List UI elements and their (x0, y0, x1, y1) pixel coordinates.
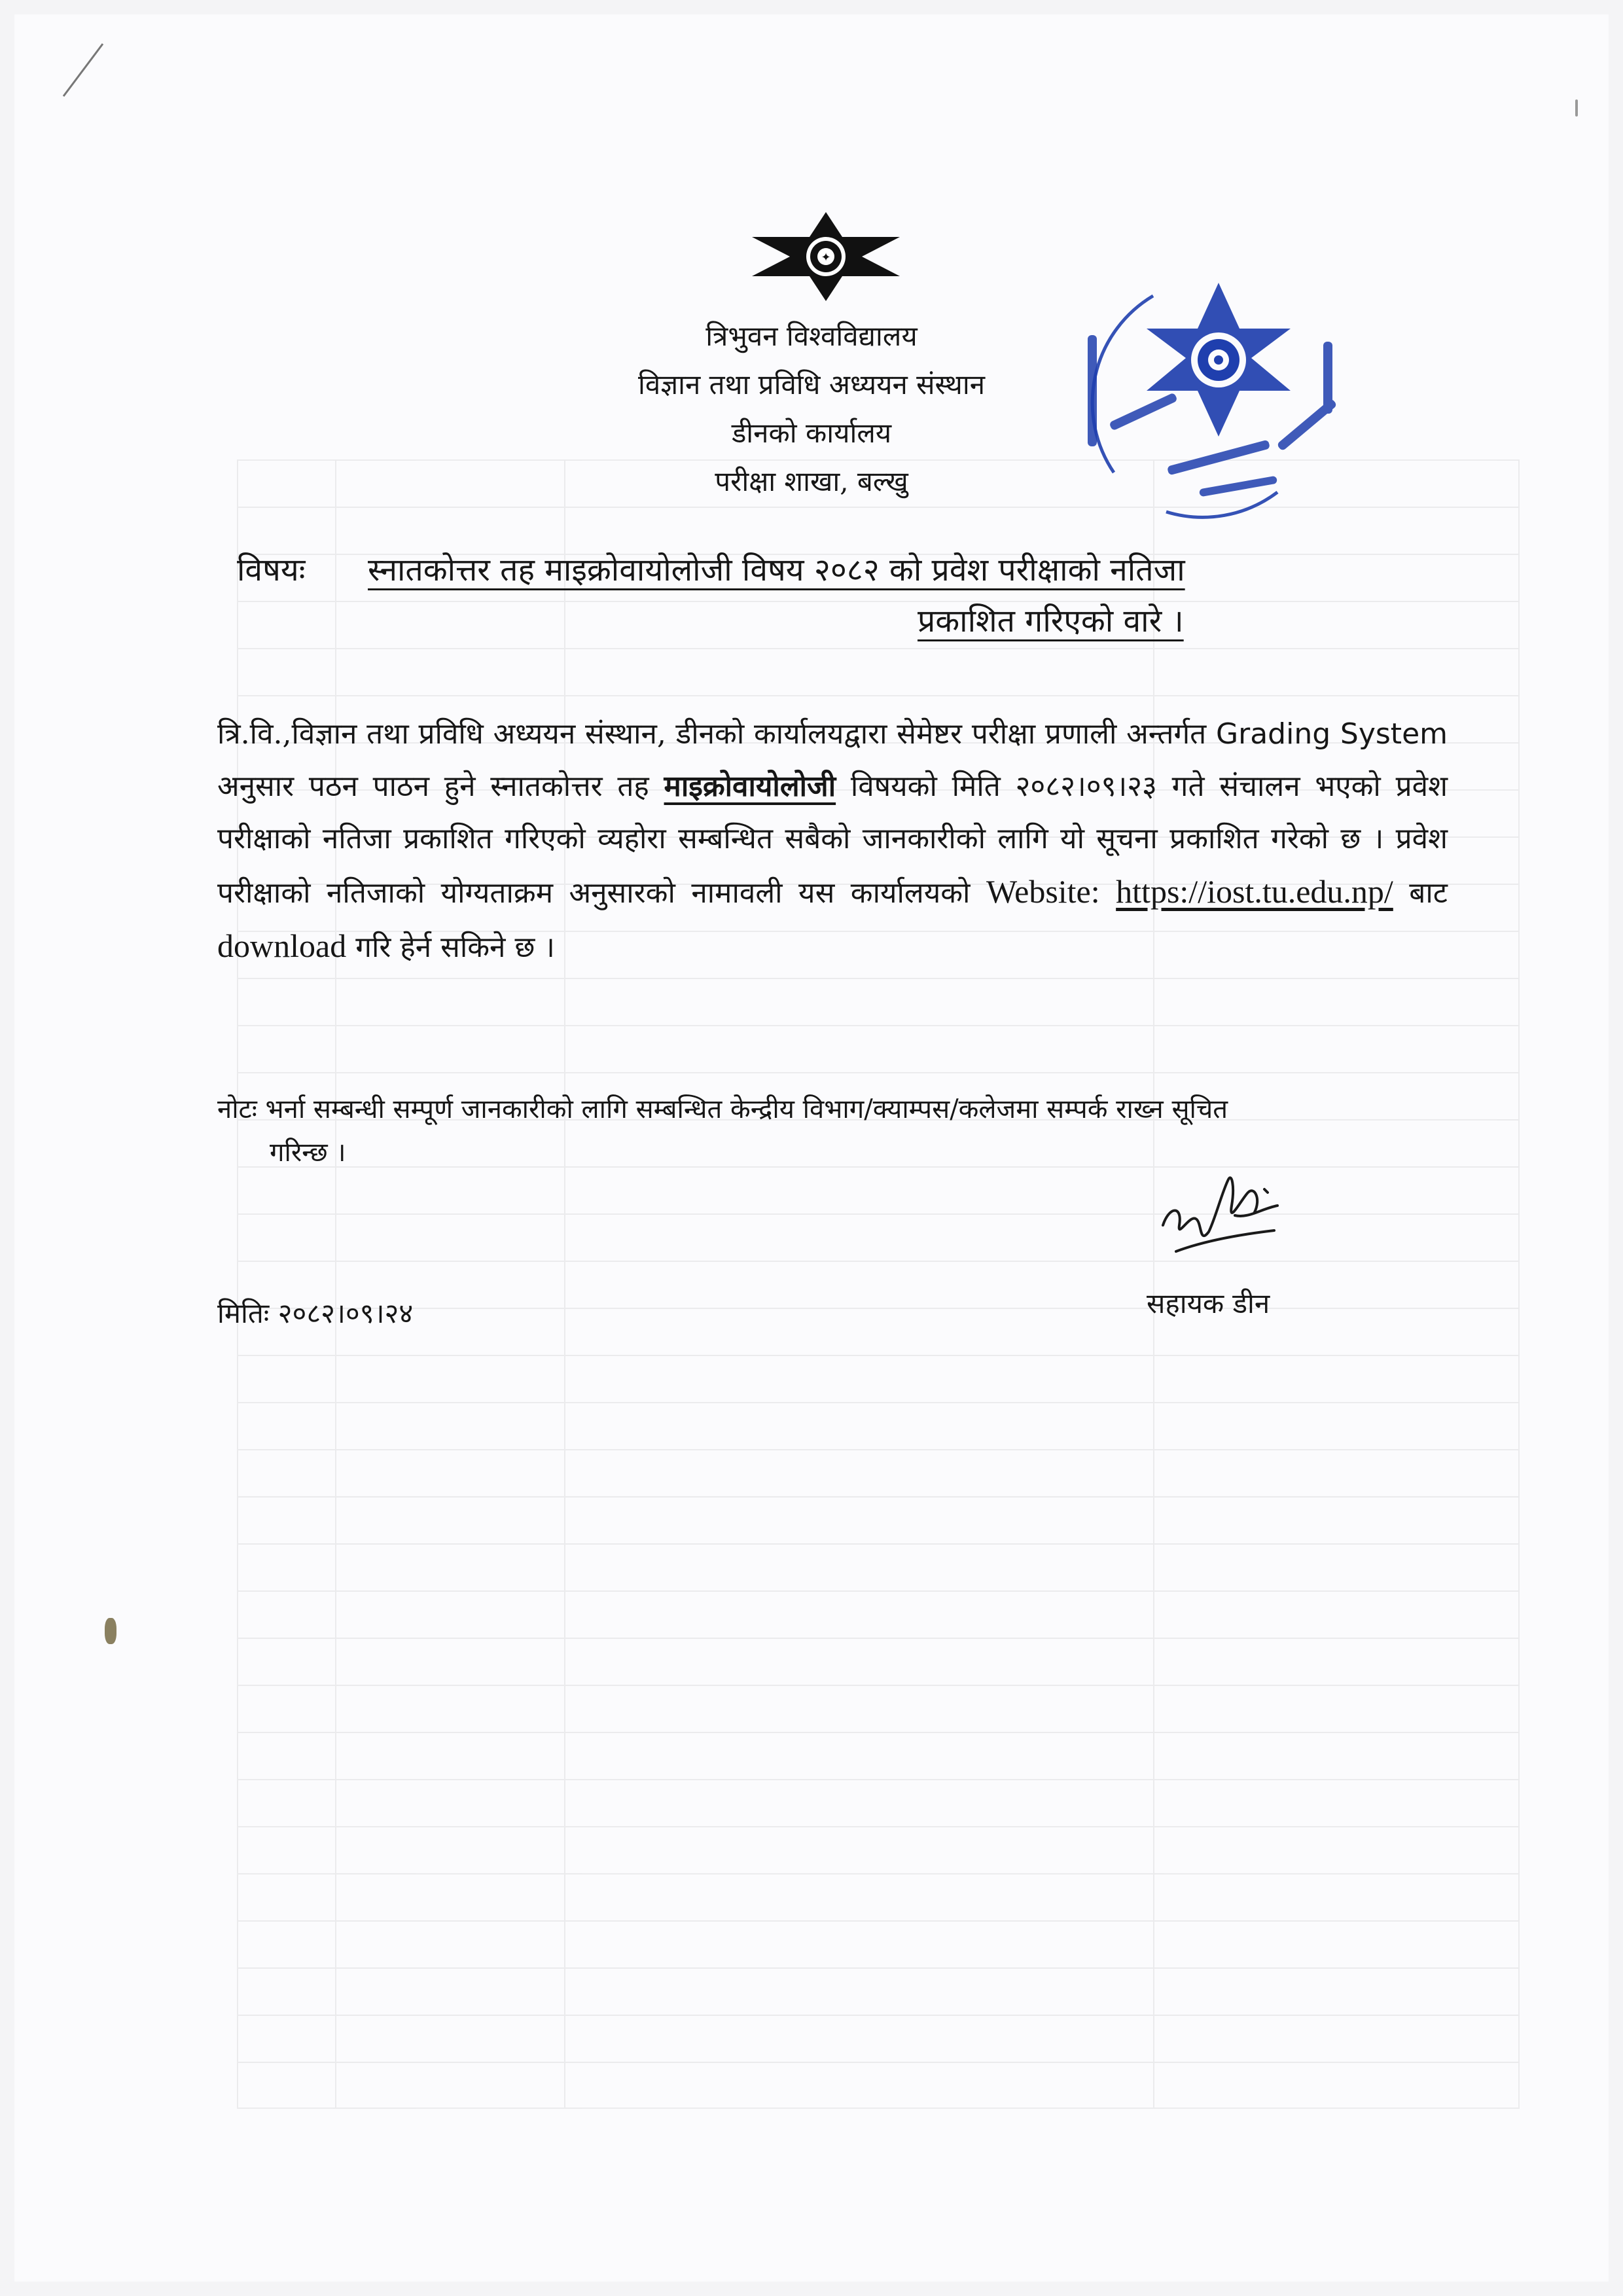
subject-name-bold: माइक्रोवायोलोजी (664, 770, 836, 803)
note-line-1: नोटः भर्ना सम्बन्धी सम्पूर्ण जानकारीको लागि सम्बन्धित केन्द्रीय विभाग/क्याम्पस/कलेजमा सम्पर्क राख्न सूचित (217, 1094, 1228, 1124)
letterhead (14, 312, 1609, 506)
subject-label: विषयः (237, 552, 306, 588)
website-label: Website: (986, 873, 1100, 910)
header-institute: विज्ञान तथा प्रविधि अध्ययन संस्थान (637, 368, 986, 401)
bleed-through-table (237, 459, 1520, 2109)
download-text: download (217, 927, 347, 964)
official-seal-stamp (1075, 257, 1363, 545)
body-text-3: विषयको मिति २०८२।०९।२३ गते संचालन भएको प्रवेश परीक्षाको नतिजा प्रकाशित गरिएको व्यहोरा सम्बन्धित सबैको जानकारीको लागि यो सूचना प्रकाशित गरेको छ । प्रवेश परीक्षाको नतिजाको योग्यताक्रम अनुसारको नामावली यस कार्यालयको (217, 770, 1448, 910)
scan-mark-icon (60, 41, 106, 99)
signature-icon (1150, 1153, 1287, 1265)
issue-date: मितिः २०८२।०९।२४ (217, 1297, 414, 1329)
header-university: त्रिभुवन विश्वविद्यालय (705, 320, 918, 352)
body-text-1: त्रि.वि.,विज्ञान तथा प्रविधि अध्ययन संस्थान, डीनको कार्यालयद्वारा सेमेष्टर परीक्षा प्रणाली अन्तर्गत (217, 717, 1217, 751)
subject-line-1: स्नातकोत्तर तह माइक्रोवायोलोजी विषय २०८२ को प्रवेश परीक्षाको नतिजा (368, 552, 1185, 588)
paper-speck (105, 1618, 116, 1644)
paper-speck (1575, 99, 1578, 117)
body-text-4: बाट (1393, 876, 1448, 910)
header-office: डीनको कार्यालय (731, 417, 892, 449)
note-line-2: गरिन्छ । (270, 1138, 346, 1168)
body-text-2: अनुसार पठन पाठन हुने स्नातकोत्तर तह (217, 770, 664, 803)
svg-text:✦: ✦ (821, 251, 831, 264)
subject-line-2: प्रकाशित गरिएको वारे । (918, 603, 1184, 639)
website-link[interactable]: https://iost.tu.edu.np/ (1116, 873, 1393, 910)
notice-body (217, 708, 1448, 974)
grading-system-text: Grading System (1216, 717, 1448, 751)
university-logo-icon (751, 211, 901, 302)
signatory-designation: सहायक डीन (1147, 1287, 1270, 1319)
header-section: परीक्षा शाखा, बल्खु (715, 465, 908, 497)
body-text-5: गरि हेर्न सकिने छ । (346, 931, 555, 964)
document-page (14, 14, 1609, 2282)
